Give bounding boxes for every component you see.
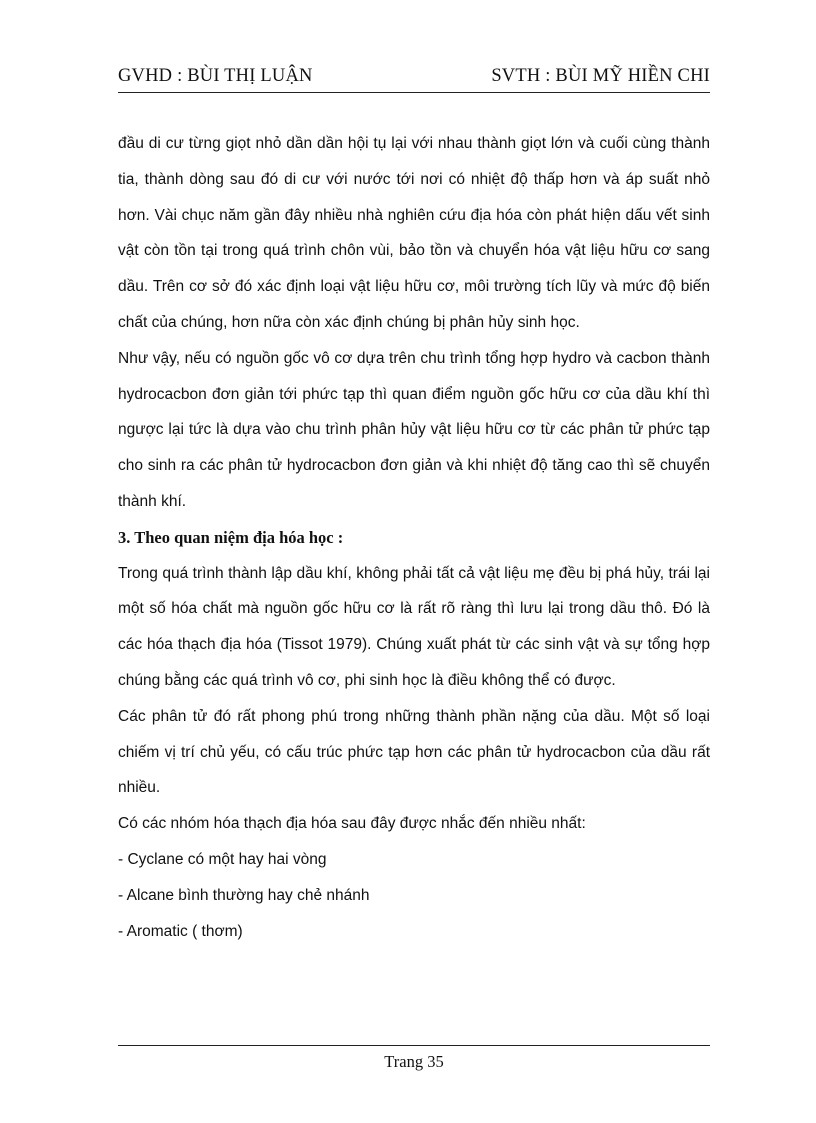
paragraph-5: Có các nhóm hóa thạch địa hóa sau đây được nhắc đến nhiều nhất: — [118, 815, 586, 833]
page-number: Trang 35 — [384, 1052, 444, 1071]
paragraph-1: đầu di cư từng giọt nhỏ dần dần hội tụ lại với nhau thành giọt lớn và cuối cùng thành tia, thành dòng sau đó di cư với nước tới nơi có nhiệt độ thấp hơn và áp suất nhỏ hơn. Vài chục năm gần đây nhiều nhà nghiên cứu địa hóa còn phát hiện dấu vết sinh vật còn tồn tại trong quá trình chôn vùi, bảo tồn và chuyển hóa vật liệu hữu cơ sang dầu. Trên cơ sở đó xác định loại vật liệu hữu cơ, môi trường tích lũy và mức độ biến chất của chúng, hơn nữa còn xác định chúng bị phân hủy sinh học. — [118, 135, 710, 331]
header-instructor: GVHD : BÙI THỊ LUẬN — [118, 66, 313, 86]
paragraph-3: Trong quá trình thành lập dầu khí, không phải tất cả vật liệu mẹ đều bị phá hủy, trái lại một số hóa chất mà nguồn gốc hữu cơ là rất rõ ràng thì lưu lại trong dầu thô. Đó là các hóa thạch địa hóa (Tissot 1979). Chúng xuất phát từ các sinh vật và sự tổng hợp chúng bằng các quá trình vô cơ, phi sinh học là điều không thể có được. — [118, 564, 710, 689]
list-item: - Alcane bình thường hay chẻ nhánh — [118, 886, 370, 904]
page-footer — [118, 1045, 710, 1072]
header-student: SVTH : BÙI MỸ HIỀN CHI — [491, 66, 710, 86]
document-body — [118, 126, 710, 949]
page-header — [118, 64, 710, 93]
paragraph-4: Các phân tử đó rất phong phú trong những thành phần nặng của dầu. Một số loại chiếm vị trí chủ yếu, có cấu trúc phức tạp hơn các phân tử hydrocacbon của dầu rất nhiều. — [118, 707, 710, 797]
paragraph-2: Như vậy, nếu có nguồn gốc vô cơ dựa trên chu trình tổng hợp hydro và cacbon thành hydrocacbon đơn giản tới phức tạp thì quan điểm nguồn gốc hữu cơ của dầu khí thì ngược lại tức là dựa vào chu trình phân hủy vật liệu hữu cơ từ các phân tử phức tạp cho sinh ra các phân tử hydrocacbon đơn giản và khi nhiệt độ tăng cao thì sẽ chuyển thành khí. — [118, 349, 710, 510]
list-item: - Aromatic ( thơm) — [118, 922, 243, 940]
section-heading: 3. Theo quan niệm địa hóa học : — [118, 527, 344, 547]
list-item: - Cyclane có một hay hai vòng — [118, 850, 327, 868]
